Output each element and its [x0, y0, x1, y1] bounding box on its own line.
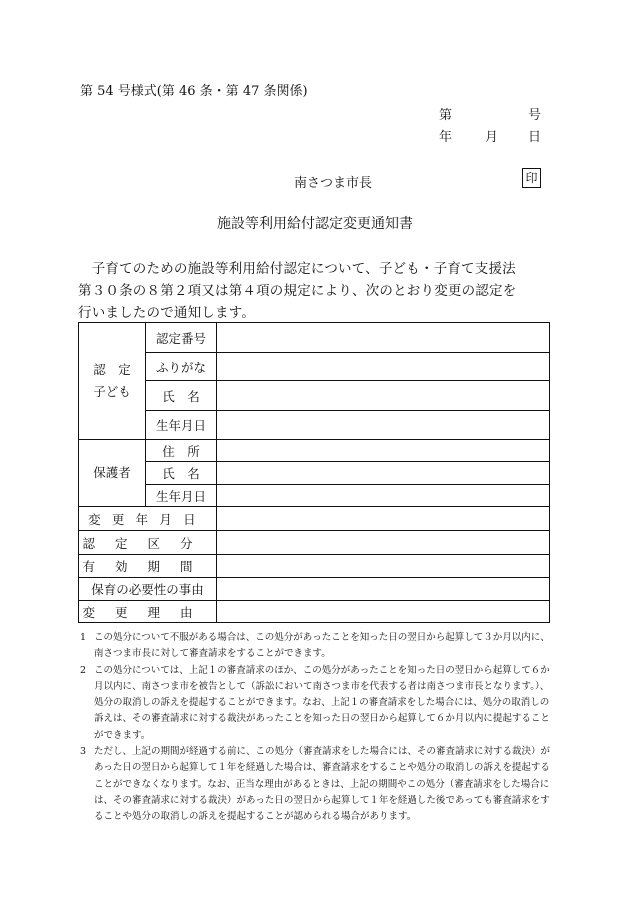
- note-item: 1 この処分について不服がある場合は、この処分があったことを知った日の翌日から起算して３か月以内に、南さつま市長に対して審査請求をすることができます。: [80, 632, 550, 660]
- child-cert-number-value[interactable]: [217, 323, 550, 353]
- guardian-name-label: 氏 名: [146, 462, 217, 485]
- document-number-suffix: 号: [528, 108, 542, 123]
- body-line: 行いましたので通知します。: [78, 305, 256, 321]
- change-reason-value[interactable]: [217, 601, 550, 623]
- date-year-label: 年: [439, 130, 453, 145]
- child-group-label: 認 定 子ども: [79, 323, 146, 440]
- form-number-label: 第 54 号様式(第 46 条・第 47 条関係): [80, 84, 308, 99]
- change-reason-label: 変更理由: [79, 601, 217, 623]
- guardian-name-value[interactable]: [217, 462, 550, 485]
- child-name-value[interactable]: [217, 381, 550, 411]
- guardian-address-value[interactable]: [217, 440, 550, 462]
- document-number-prefix: 第: [439, 108, 453, 123]
- document-title: 施設等利用給付認定変更通知書: [217, 216, 413, 232]
- notes-section: [80, 630, 552, 826]
- valid-period-value[interactable]: [217, 555, 550, 578]
- certification-table: [78, 322, 550, 623]
- guardian-birthdate-value[interactable]: [217, 485, 550, 507]
- guardian-address-label: 住 所: [146, 440, 217, 462]
- guardian-birthdate-label: 生年月日: [146, 485, 217, 507]
- child-furigana-label: ふりがな: [146, 353, 217, 381]
- child-name-label: 氏 名: [146, 381, 217, 411]
- valid-period-label: 有効期間: [79, 555, 217, 578]
- seal-mark: 印: [522, 168, 541, 188]
- note-item: 3 ただし、上記の期間が経過する前に、この処分（審査請求をした場合には、その審査請求に対する裁決）があった日の翌日から起算して１年を経過した場合は、審査請求をすることや処分の取消しの訴えを提起することができなくなります。なお、正当な理由があるときは、上記の期間やこの処分（審査請求をした場合には、その審査請求に対する裁決）があった日の翌日から起算して１年を経過した後であっても審査請求をすることや処分の取消しの訴えを提起することが認められる場合があります。: [80, 746, 551, 823]
- child-birthdate-value[interactable]: [217, 411, 550, 440]
- body-line: 子育てのための施設等利用給付認定について、子ども・子育て支援法: [78, 261, 516, 277]
- child-birthdate-label: 生年月日: [146, 411, 217, 440]
- change-date-value[interactable]: [217, 507, 550, 531]
- cert-category-value[interactable]: [217, 531, 550, 555]
- guardian-group-label: 保護者: [79, 440, 146, 507]
- cert-category-label: 認定区分: [79, 531, 217, 555]
- child-cert-number-label: 認定番号: [146, 323, 217, 353]
- note-item: 2 この処分については、上記１の審査請求のほか、この処分があったことを知った日の翌日から起算して６か月以内に、南さつま市を被告として（訴訟において南さつま市を代表する者は南さつま市長となります。）、処分の取消しの訴えを提起することができます。なお、上記１の審査請求をした場合には、処分の取消しの訴えは、その審査請求に対する裁決があったことを知った日の翌日から起算して６か月以内に提起することができます。: [80, 664, 550, 741]
- care-need-reason-value[interactable]: [217, 578, 550, 601]
- notice-body: [78, 258, 553, 324]
- body-line: 第３０条の８第２項又は第４項の規定により、次のとおり変更の認定を: [78, 283, 517, 299]
- issuer-name: 南さつま市長: [294, 176, 373, 191]
- care-need-reason-label: 保育の必要性の事由: [79, 578, 217, 601]
- date-month-label: 月: [485, 130, 499, 145]
- child-furigana-value[interactable]: [217, 353, 550, 381]
- date-day-label: 日: [528, 130, 542, 145]
- change-date-label: 変更年月日: [79, 507, 217, 531]
